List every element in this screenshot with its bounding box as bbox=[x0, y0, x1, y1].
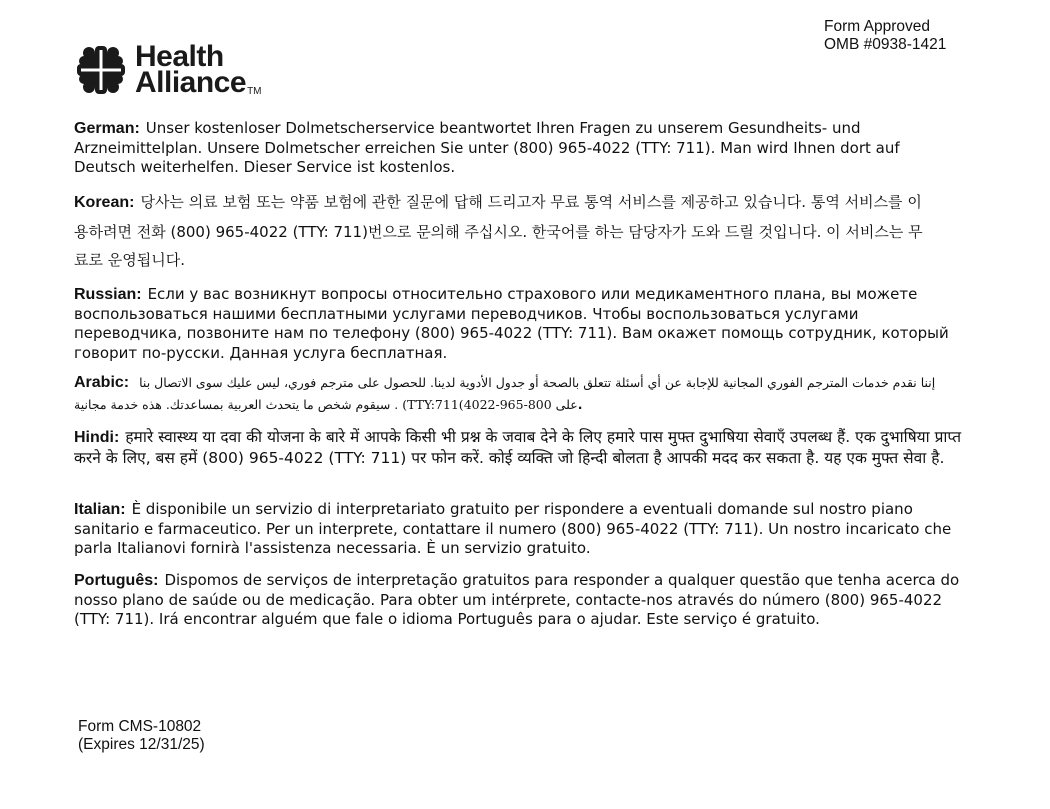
form-id: Form CMS-10802 bbox=[78, 718, 202, 735]
logo-line-alliance bbox=[135, 66, 262, 99]
language-block-arabic bbox=[74, 372, 954, 416]
logo-alliance-text: Alliance bbox=[135, 66, 247, 99]
arabic-text-line-2: على 800-965-4022)TTY:711) . سيقوم شخص ما يتحدث العربية بمساعدتك. هذه خدمة مجانية bbox=[74, 397, 578, 412]
form-approved-text: Form Approved bbox=[824, 18, 930, 35]
language-label: Português: bbox=[74, 572, 159, 589]
language-label: Arabic: bbox=[74, 374, 130, 391]
language-block-italian bbox=[74, 500, 966, 559]
language-block-german bbox=[74, 119, 966, 178]
trademark-symbol: TM bbox=[247, 86, 262, 97]
language-block-korean bbox=[74, 188, 934, 275]
arabic-period: . bbox=[577, 397, 583, 412]
language-label: German: bbox=[74, 120, 140, 137]
language-text: हमारे स्वास्थ्य या दवा की योजना के बारे में आपके किसी भी प्रश्न के जवाब देने के लिए हमारे पास मुफ्त दुभाषिया सेवाएँ उपलब्ध हैं. एक दुभाषिया प्राप्त करने के लिए, बस हमें (800) 965-4022 (TTY: 711) पर फोन करें. कोई व्यक्ति जो हिन्दी बोलता है आपकी मदद कर सकता है. यह एक मुफ्त सेवा है. bbox=[74, 428, 962, 467]
language-label: Hindi: bbox=[74, 429, 120, 446]
form-expiry: (Expires 12/31/25) bbox=[78, 736, 205, 753]
arabic-text-line-1: إننا نقدم خدمات المترجم الفوري المجانية للإجابة عن أي أسئلة تتعلق بالصحة أو جدول الأدوية لدينا. للحصول على مترجم فوري، ليس عليك سوى الاتصال بنا bbox=[139, 375, 936, 390]
omb-number: OMB #0938-1421 bbox=[824, 36, 947, 53]
language-block-hindi bbox=[74, 427, 964, 469]
arabic-line-2 bbox=[74, 394, 954, 416]
language-label: Italian: bbox=[74, 501, 126, 518]
health-alliance-logo bbox=[75, 40, 262, 99]
language-text: Если у вас возникнут вопросы относительно страхового или медикаментного плана, вы можете воспользоваться нашими бесплатными услугами переводчиков. Чтобы воспользоваться услугами переводчика, позвоните нам по телефону (800) 965-4022 (TTY: 711). Вам окажет помощь сотрудник, который говорит по-pусски. Данная услуга бесплатная. bbox=[74, 285, 949, 362]
arabic-line-1 bbox=[74, 372, 954, 394]
logo-wordmark bbox=[135, 40, 262, 99]
language-label: Russian: bbox=[74, 286, 142, 303]
form-footer bbox=[78, 718, 205, 754]
logo-line-health: Health bbox=[135, 40, 224, 73]
form-approval-notice bbox=[824, 18, 946, 54]
language-block-russian bbox=[74, 285, 966, 363]
language-text: Dispomos de serviços de interpretação gratuitos para responder a qualquer questão que tenha acerca do nosso plano de saúde ou de medicação. Para obter um intérprete, contacte-nos através do número (800) 965-4022 (TTY: 711). Irá encontrar alguém que fale o idioma Português para o ajudar. Este serviço é gratuito. bbox=[74, 571, 960, 629]
language-text: È disponibile un servizio di interpretariato gratuito per rispondere a eventuali domande sul nostro piano sanitario e farmaceutico. Per un interprete, contattare il numero (800) 965-4022 (TTY: 711). Un nostro incaricato che parla Italianovi fornirà l'assistenza necessaria. È un servizio gratuito. bbox=[74, 500, 952, 558]
language-block-portuguese bbox=[74, 571, 966, 630]
language-label: Korean: bbox=[74, 194, 135, 211]
health-alliance-logo-mark-icon bbox=[75, 44, 127, 96]
language-text: 당사는 의료 보험 또는 약품 보험에 관한 질문에 답해 드리고자 무료 통역 서비스를 제공하고 있습니다. 통역 서비스를 이용하려면 전화 (800) 965-4022 (TTY: 711)번으로 문의해 주십시오. 한국어를 하는 담당자가 도와 드릴 것입니다. 이 서비스는 무료로 운영됩니다. bbox=[74, 193, 923, 269]
language-text: Unser kostenloser Dolmetscherservice beantwortet Ihren Fragen zu unserem Gesundheits- und Arzneimittelplan. Unsere Dolmetscher erreichen Sie unter (800) 965-4022 (TTY: 711). Man wird Ihnen dort auf Deutsch weiterhelfen. Dieser Service ist kostenlos. bbox=[74, 119, 900, 177]
